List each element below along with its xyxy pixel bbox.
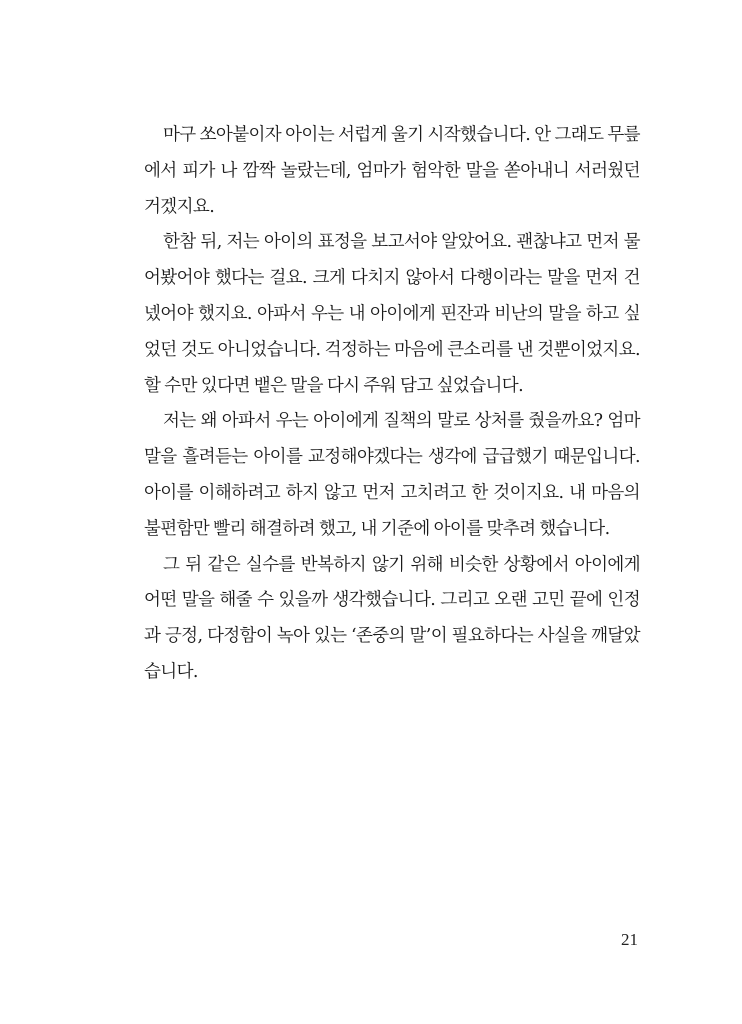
page-number: 21 xyxy=(621,930,638,949)
paragraph-1: 마구 쏘아붙이자 아이는 서럽게 울기 시작했습니다. 안 그래도 무릎에서 피가 나 깜짝 놀랐는데, 엄마가 험악한 말을 쏟아내니 서러웠던 거겠지요. xyxy=(144,125,640,217)
paragraph-3: 저는 왜 아파서 우는 아이에게 질책의 말로 상처를 줬을까요? 엄마 말을 흘려듣는 아이를 교정해야겠다는 생각에 급급했기 때문입니다. 아이를 이해하려고 하지 않고 먼저 고치려고 한 것이지요. 내 마음의 불편함만 빨리 해결하려 했고, 내 기준에 아이를 맞추려 했습니다. xyxy=(144,411,640,539)
body-text xyxy=(144,118,640,691)
paragraph-2: 한참 뒤, 저는 아이의 표정을 보고서야 알았어요. 괜찮냐고 먼저 물어봤어야 했다는 걸요. 크게 다치지 않아서 다행이라는 말을 먼저 건넸어야 했지요. 아파서 우는 내 아이에게 핀잔과 비난의 말을 하고 싶었던 것도 아니었습니다. 걱정하는 마음에 큰소리를 낸 것뿐이었지요. 할 수만 있다면 뱉은 말을 다시 주워 담고 싶었습니다. xyxy=(144,232,640,396)
paragraph-4: 그 뒤 같은 실수를 반복하지 않기 위해 비슷한 상황에서 아이에게 어떤 말을 해줄 수 있을까 생각했습니다. 그리고 오랜 고민 끝에 인정과 긍정, 다정함이 녹아 있는 ‘존중의 말’이 필요하다는 사실을 깨달았습니다. xyxy=(144,554,640,682)
